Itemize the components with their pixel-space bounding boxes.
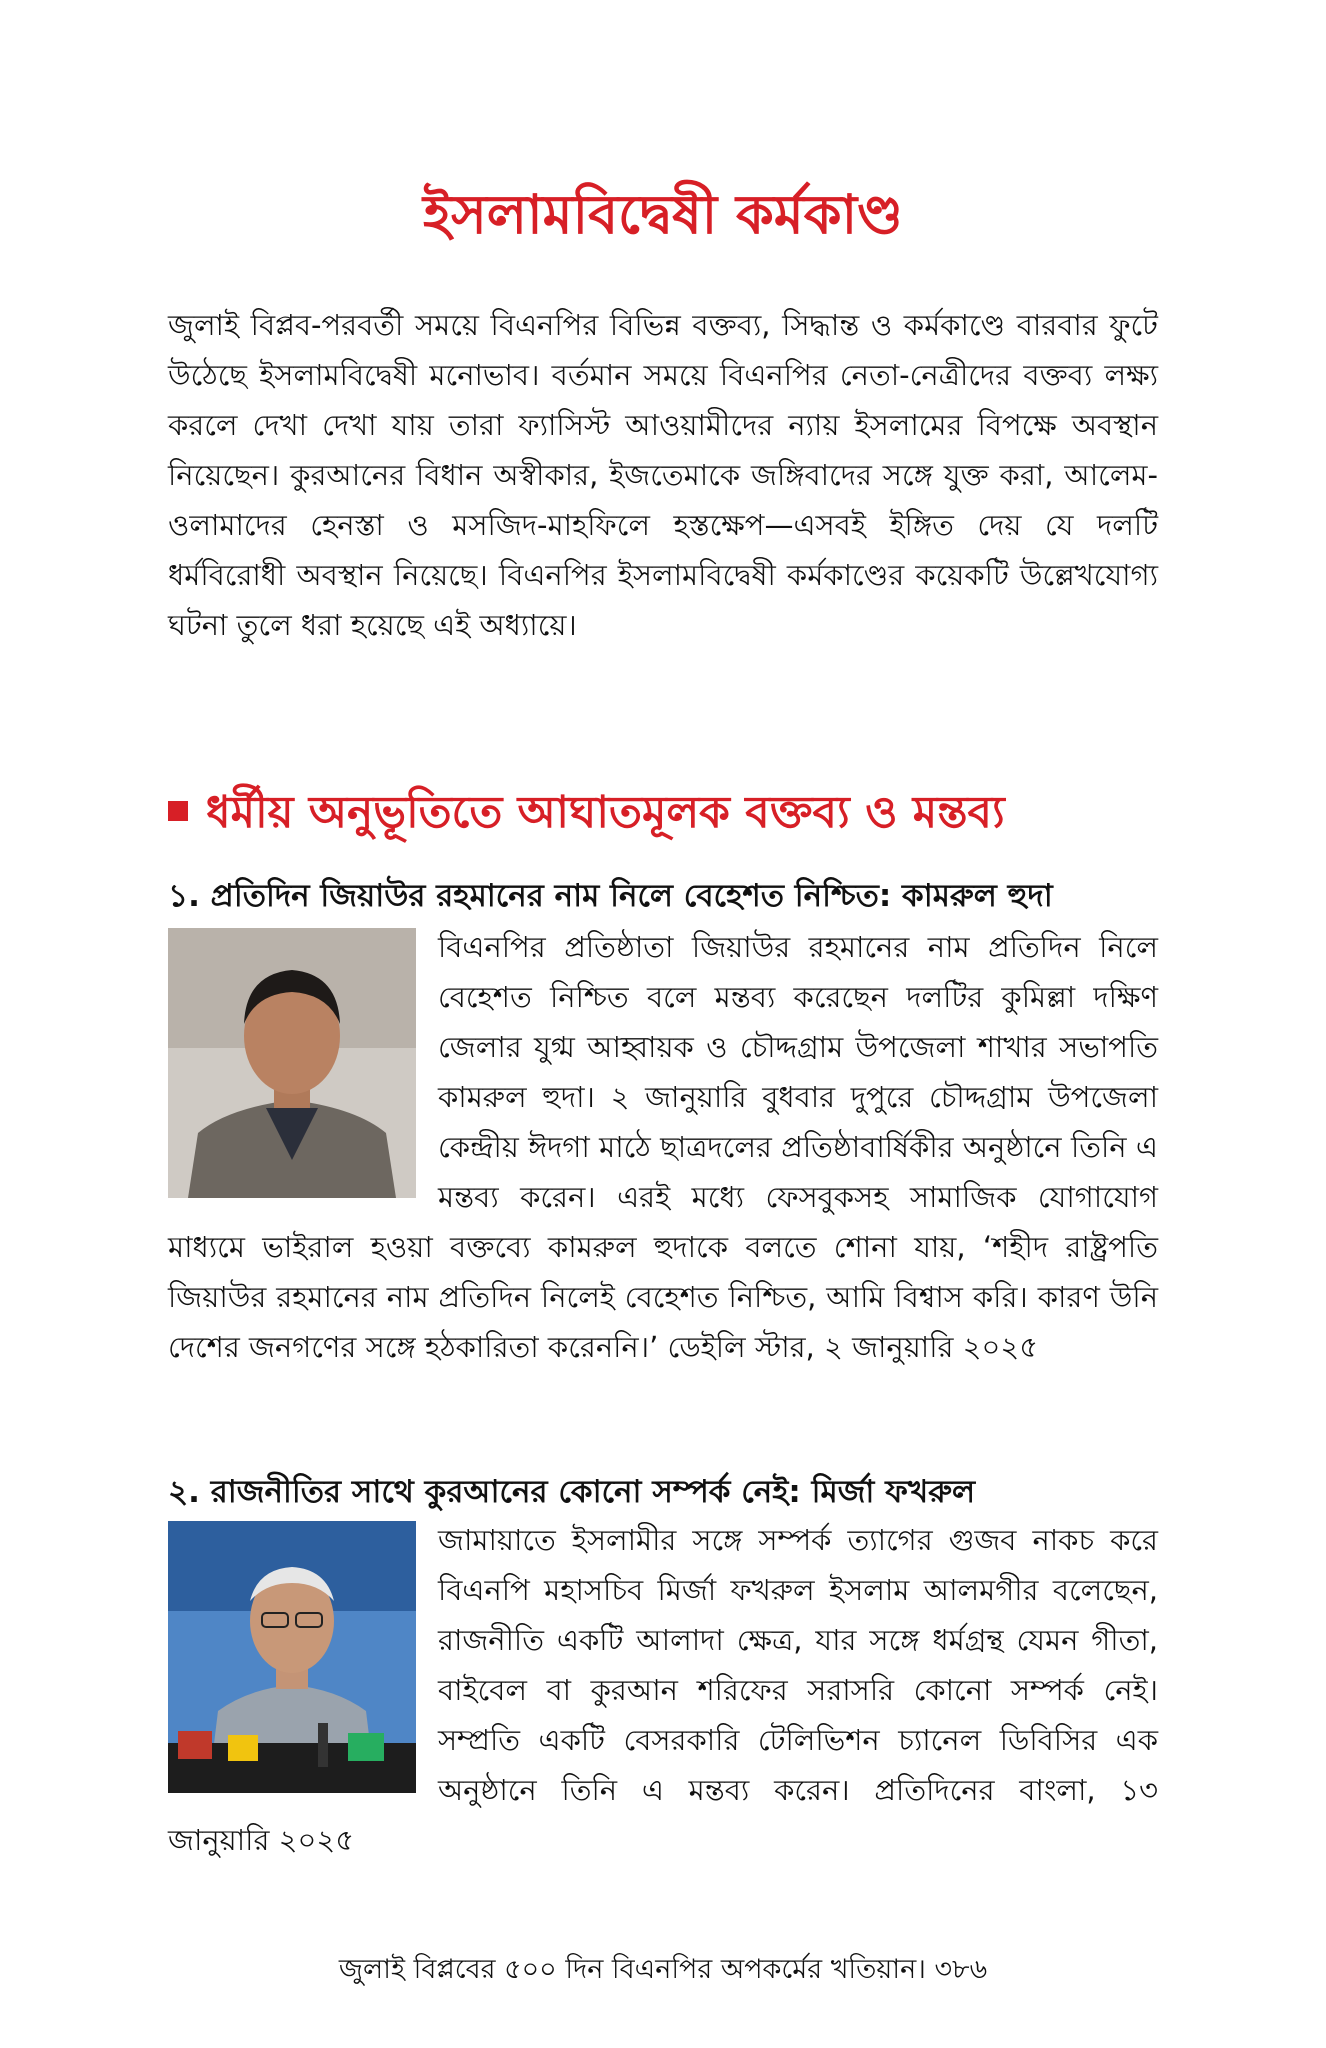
page-title: ইসলামবিদ্বেষী কর্মকাণ্ড	[423, 183, 903, 246]
item-body-1	[168, 922, 1158, 1372]
square-bullet-icon	[168, 801, 188, 821]
item-body-1-text: বিএনপির প্রতিষ্ঠাতা জিয়াউর রহমানের নাম প্রতিদিন নিলে বেহেশত নিশ্চিত বলে মন্তব্য করেছেন দলটির কুমিল্লা দক্ষিণ জেলার যুগ্ম আহ্বায়ক ও চৌদ্দগ্রাম উপজেলা শাখার সভাপতি কামরুল হুদা। ২ জানুয়ারি বুধবার দুপুরে চৌদ্দগ্রাম উপজেলা কেন্দ্রীয় ঈদগা মাঠে ছাত্রদলের প্রতিষ্ঠাবার্ষিকীর অনুষ্ঠানে তিনি এ মন্তব্য করেন। এরই মধ্যে ফেসবুকসহ সামাজিক যোগাযোগ মাধ্যমে ভাইরাল হওয়া বক্তব্যে কামরুল হুদাকে বলতে শোনা যায়, ‘শহীদ রাষ্ট্রপতি জিয়াউর রহমানের নাম প্রতিদিন নিলেই বেহেশত নিশ্চিত, আমি বিশ্বাস করি। কারণ উনি দেশের জনগণের সঙ্গে হঠকারিতা করেননি।’ ডেইলি স্টার, ২ জানুয়ারি ২০২৫	[168, 930, 1158, 1364]
item-heading-1: ১. প্রতিদিন জিয়াউর রহমানের নাম নিলে বেহেশত নিশ্চিত: কামরুল হুদা	[168, 878, 1053, 914]
mirza-fakhrul-photo	[168, 1521, 416, 1793]
section-heading-text: ধর্মীয় অনুভূতিতে আঘাতমূলক বক্তব্য ও মন্তব্য	[206, 787, 1005, 838]
section-heading	[168, 780, 1158, 846]
intro-paragraph: জুলাই বিপ্লব-পরবর্তী সময়ে বিএনপির বিভিন্ন বক্তব্য, সিদ্ধান্ত ও কর্মকাণ্ডে বারবার ফুটে উঠেছে ইসলামবিদ্বেষী মনোভাব। বর্তমান সময়ে বিএনপির নেতা-নেত্রীদের বক্তব্য লক্ষ্য করলে দেখা দেখা যায় তারা ফ্যাসিস্ট আওয়ামীদের ন্যায় ইসলামের বিপক্ষে অবস্থান নিয়েছেন। কুরআনের বিধান অস্বীকার, ইজতেমাকে জঙ্গিবাদের সঙ্গে যুক্ত করা, আলেম-ওলামাদের হেনস্তা ও মসজিদ-মাহফিলে হস্তক্ষেপ—এসবই ইঙ্গিত দেয় যে দলটি ধর্মবিরোধী অবস্থান নিয়েছে। বিএনপির ইসলামবিদ্বেষী কর্মকাণ্ডের কয়েকটি উল্লেখযোগ্য ঘটনা তুলে ধরা হয়েছে এই অধ্যায়ে।	[168, 308, 1158, 642]
kamrul-huda-photo	[168, 928, 416, 1198]
page-footer: জুলাই বিপ্লবের ৫০০ দিন বিএনপির অপকর্মের খতিয়ান। ৩৮৬	[338, 1954, 988, 1985]
item-body-2	[168, 1515, 1158, 1865]
item-heading-2: ২. রাজনীতির সাথে কুরআনের কোনো সম্পর্ক নেই: মির্জা ফখরুল	[168, 1474, 976, 1510]
item-body-2-text: জামায়াতে ইসলামীর সঙ্গে সম্পর্ক ত্যাগের গুজব নাকচ করে বিএনপি মহাসচিব মির্জা ফখরুল ইসলাম আলমগীর বলেছেন, রাজনীতি একটি আলাদা ক্ষেত্র, যার সঙ্গে ধর্মগ্রন্থ যেমন গীতা, বাইবেল বা কুরআন শরিফের সরাসরি কোনো সম্পর্ক নেই। সম্প্রতি একটি বেসরকারি টেলিভিশন চ্যানেল ডিবিসির এক অনুষ্ঠানে তিনি এ মন্তব্য করেন। প্রতিদিনের বাংলা, ১৩ জানুয়ারি ২০২৫	[168, 1523, 1158, 1857]
